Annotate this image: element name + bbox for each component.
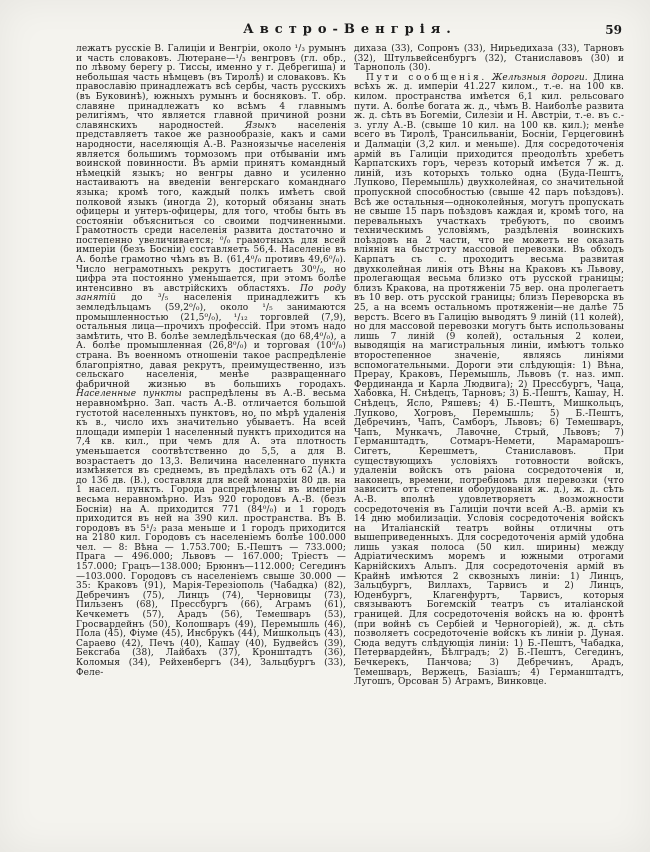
text-segment: до ³/₅ населенія принадлежитъ къ земледѣльцамъ (59,2⁰/₀), около ¹/₅ занимаются промышленностью (21,5⁰/₀), ¹/₁₂ торговлей (7,9), остальныя лица—прочихъ профессій. При этомъ надо замѣтить, что В. болѣе земледѣльческая (до 68,4⁰/₀), а А. болѣе промышленная (26,8⁰/₀) и торговая (10⁰/₀) страна. Въ военномъ отношеніи такое распредѣленіе благопріятно, давая рекрутъ, преимущественно, изъ сельскаго населенія, менѣе развращеннаго фабричной жизнью въ большихъ городахъ. — [76, 293, 346, 390]
text-segment: Языкъ — [245, 120, 277, 131]
text-segment: лежатъ русскіе В. Галиціи и Венгріи, около ¹/₃ румынъ и часть словаковъ. Лютеране—¹/₃ венгровъ (гл. обр., по лѣвому берегу р. Тиссы, именно у г. Дебрегиша) и небольшая часть нѣмцевъ (въ Тиролѣ) и словаковъ. Къ православію принадлежатъ всѣ сербы, часть русскихъ (въ Буковинѣ), южныхъ румынъ и босняковъ. Т. обр. славяне принадлежатъ ко всѣмъ 4 главнымъ религіямъ, что является главной причиной розни славянскихъ народностей. — [76, 44, 346, 131]
text-segment: По роду занятій — [76, 283, 346, 304]
text-paragraph — [354, 45, 624, 74]
column-right — [354, 45, 624, 688]
text-segment: населенія представляетъ такое же разнообразіе, какъ и сами народности, населяющія А.-В. Разноязычье населенія является большимъ тормозомъ при отбываніи имъ воинской повинности. Въ арміи принятъ командный нѣмецкій языкъ; но венгры давно и усиленно настаиваютъ на введеніи венгерскаго команднаго языка; кромѣ того, каждый полкъ имѣетъ свой полковой языкъ (иногда 2), который обязаны знать офицеры и унтеръ-офицеры, для того, чтобы быть въ состояніи объясниться со своими подчиненными. Грамотность среди населенія развита достаточно и постепенно увеличивается; ⁰/₀ грамотныхъ для всей имперіи (безъ Босніи) составляетъ 56,4. Населеніе въ А. болѣе грамотно чѣмъ въ В. (61,4⁰/₀ противъ 49,6⁰/₀). Число неграмотныхъ рекрутъ достигаетъ 30⁰/₀, но цифра эта постоянно уменьшается, при этомъ болѣе интенсивно въ австрійскихъ областяхъ. — [76, 120, 346, 294]
page-title: Австро-Венгрія. — [243, 22, 457, 37]
text-segment: Желѣзныя дороги. — [486, 72, 588, 83]
text-segment: распредѣлены въ А.-В. весьма неравномѣрно. Зап. часть А.-В. отличается большой густотой населенныхъ пунктовъ, но, по мѣрѣ удаленія къ в., число ихъ значительно убываетъ. На всей площади имперіи 1 населенный пунктъ приходится на 7,4 кв. кил., при чемъ для А. эта плотность уменьшается соотвѣтственно до 5,5, а для В. возрастаетъ до 13,3. Величина населеннаго пункта измѣняется въ среднемъ, въ предѣлахъ отъ 62 (А.) и до 136 дв. (В.), составляя для всей монархіи 80 дв. на 1 насел. пунктъ. Города распредѣлены въ имперіи весьма неравномѣрно. Изъ 920 городовъ А.-В. (безъ Босніи) на А. приходится 771 (84⁰/₀) и 1 городъ приходится въ ней на 390 кил. пространства. Въ В. городовъ въ 5¹/₂ раза меньше и 1 городъ приходится на 2180 кил. Городовъ съ населеніемъ болѣе 100.000 чел. — 8: Вѣна — 1.753.700; Б.-Пештъ — 733.000; Прага — 496.000; Львовъ — 167.000; Тріестъ — 157.000; Грацъ—138.000; Брюннъ—112.000; Сегединъ—103.000. Городовъ съ населеніемъ свыше 30.000 — 35: Краковъ (91), Марія-Терезіополь (Чабадка) (82), Дебречинъ (75), Линцъ (74), Черновицы (73), Пильзенъ (68), Прессбургъ (66), Аграмъ (61), Кечкеметъ (57), Арадъ (56), Темешваръ (53), Гросвардейнъ (50), Колошваръ (49), Перемышль (46), Пола (45), Фіуме (45), Инсбрукъ (44), Мишкольцъ (43), Сараево (42), Печъ (40), Кашау (40), Будвейсъ (39), Бексгаба (38), Лайбахъ (37), Кронштадтъ (36), Коломыя (34), Рейхенбергъ (34), Зальцбургъ (33), Феле- — [76, 389, 346, 678]
text-columns — [76, 45, 624, 688]
section-heading-inline: Пути сообщенія. — [366, 72, 487, 83]
column-left — [76, 45, 346, 688]
text-segment: дихаза (33), Сопронъ (33), Нирьедихаза (33), Тарновъ (32), Штульвейсенбургъ (32), Станиславовъ (30) и Тарнополь (30). — [354, 44, 624, 74]
page-number: 59 — [605, 23, 622, 37]
text-segment: Населенные пункты — [76, 389, 182, 400]
text-paragraph — [76, 45, 346, 678]
text-paragraph — [354, 74, 624, 688]
page-header — [76, 22, 624, 40]
text-segment: Длина всѣхъ ж. д. имперіи 41.227 килом., т.-е. на 100 кв. килом. пространства имѣется 6,1 кил. рельсоваго пути. А. болѣе богата ж. д., чѣмъ В. Наиболѣе развита ж. д. сѣть въ Богеміи, Силезіи и Н. Австріи, т.-е. въ с.-з. углу А.-В. (свыше 10 кил. на 100 кв. кил.); менѣе всего въ Тиролѣ, Трансильваніи, Босніи, Герцеговинѣ и Далмаціи (3,2 кил. и меньше). Для сосредоточенія армій въ Галиціи приходится преодолѣть хребетъ Карпатскихъ горъ, черезъ который имѣется 7 ж. д. линій, изъ которыхъ только одна (Буда-Пештъ, Лупково, Перемышль) двухколейная, со значительной пропускной способностью (свыше 42 паръ поѣздовъ). Всѣ же остальныя—одноколейныя, могутъ пропускать не свыше 15 паръ поѣздовъ каждая и, кромѣ того, на перевальныхъ участкахъ требуютъ, по своимъ техническимъ условіямъ, раздѣленія воинскихъ поѣздовъ на 2 части, что не можетъ не оказать вліянія на быстроту массовой перевозки. Въ обходъ Карпатъ съ с. проходитъ весьма развитая двухколейная линія отъ Вѣны на Краковъ къ Львову, пролегающая весьма близко отъ русской границы; близъ Кракова, на протяженіи 75 вер. она пролегаетъ въ 10 вер. отъ русской границы; близъ Переворска въ 25, а на всемъ остальномъ протяженіи—не далѣе 75 верстъ. Всего въ Галицію выводятъ 9 линій (11 колей), но для массовой перевозки могутъ быть использованы лишь 7 линій (9 колей), остальныя 2 колеи, выводящія на магистральныя линіи, имѣютъ только второстепенное значеніе, являясь линіями вспомогательными. Дороги эти слѣдующія: 1) Вѣна, Прерау, Краковъ, Перемышль, Львовъ (т. наз. имп. Фердинанда и Карла Людвига); 2) Прессбургъ, Чаца, Хабовка, Н. Снѣдецъ, Тарновъ; 3) Б.-Пештъ, Кашау, Н. Снѣдецъ, Ясло, Ряшевъ; 4) Б.-Пештъ, Мишкольцъ, Лупково, Хогровъ, Перемышль; 5) Б.-Пештъ, Дебречинъ, Чапъ, Самборъ, Львовъ; 6) Темешваръ, Чапъ, Мункачъ, Лавочне, Стрый, Львовъ; 7) Германштадтъ, Сотмаръ-Немети, Марамарошъ-Сигетъ, Керешметъ, Станиславовъ. При существующихъ условіяхъ готовности войскъ, удаленіи войскъ отъ раіона сосредоточенія и, наконецъ, времени, потребномъ для перевозки (что зависитъ отъ степени оборудованія ж. д.), ж. д. сѣть А.-В. вполнѣ удовлетворяетъ возможности сосредоточенія въ Галиціи почти всей А.-В. арміи къ 14 дню мобилизаціи. Условія сосредоточенія войскъ на Италіанскій театръ войны отличны отъ вышеприведенныхъ. Для сосредоточенія армій удобна лишь узкая полоса (50 кил. ширины) между Адріатическимъ моремъ и южными отрогами Карнійскихъ Альпъ. Для сосредоточенія армій въ Крайнѣ имѣются 2 сквозныхъ линіи: 1) Линцъ, Зальцбургъ, Виллахъ, Тарвисъ и 2) Линцъ, Юденбургъ, Клагенфуртъ, Тарвисъ, которыя связываютъ Богемскій театръ съ италіанской границей. Для сосредоточенія войскъ на ю. фронтѣ (при войнѣ съ Сербіей и Черногоріей), ж. д. сѣть позволяетъ сосредоточеніе войскъ къ линіи р. Дуная. Сюда ведутъ слѣдующія линіи: 1) Б.-Пештъ, Чабадка, Петервардейнъ, Бѣлградъ; 2) Б.-Пештъ, Сегединъ, Бечкерекъ, Панчова; 3) Дебречинъ, Арадъ, Темешваръ, Вержецъ, Базіашъ; 4) Германштадтъ, Лугошъ, Орсован 5) Аграмъ, Винковце. — [354, 72, 624, 688]
